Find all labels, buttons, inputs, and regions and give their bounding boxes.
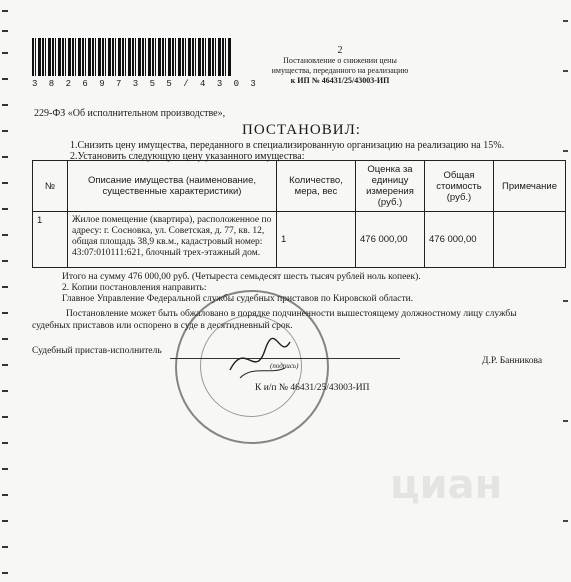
appeal-line-2: судебных приставов или оспорено в суде в десятидневный срок. <box>32 321 293 331</box>
header-block <box>250 46 430 86</box>
col-quantity: Количество, мера, вес <box>277 161 356 212</box>
col-number: № <box>33 161 68 212</box>
appeal-line-1: Постановление может быть обжаловано в порядке подчиненности вышестоящему должностному лицу службы <box>66 309 517 319</box>
footer-reference: К и/п № 46431/25/43003-ИП <box>255 383 370 393</box>
cell-quantity: 1 <box>277 212 356 268</box>
barcode-number: 3 8 2 6 9 7 3 5 5 / 4 3 0 3 <box>32 79 259 89</box>
resolution-heading: ПОСТАНОВИЛ: <box>242 122 361 138</box>
col-note: Примечание <box>494 161 566 212</box>
left-edge-marks <box>0 0 10 582</box>
barcode <box>32 38 232 76</box>
clause-2: 2.Установить следующую цену указанного имущества: <box>70 151 305 162</box>
right-edge-marks <box>560 0 570 582</box>
clause-1: 1.Снизить цену имущества, переданного в специализированную организацию на реализацию на 15%. <box>70 140 505 151</box>
header-title-line3: к ИП № 46431/25/43003-ИП <box>290 76 390 85</box>
col-unit-price: Оценка за единицу измерения (руб.) <box>356 161 425 212</box>
recipient: Главное Управление Федеральной службы судебных приставов по Кировской области. <box>62 294 414 304</box>
table-header-row <box>33 161 566 212</box>
copies-line: 2. Копии постановления направить: <box>62 283 207 293</box>
cell-unit-price: 476 000,00 <box>356 212 425 268</box>
header-title-line1: Постановление о снижении цены <box>283 56 397 65</box>
cell-number: 1 <box>33 212 68 268</box>
cell-total: 476 000,00 <box>425 212 494 268</box>
page-number: 2 <box>337 45 343 56</box>
table-row <box>33 212 566 268</box>
total-line: Итого на сумму 476 000,00 руб. (Четыреста семьдесят шесть тысяч рублей ноль копеек). <box>62 272 421 282</box>
col-description: Описание имущества (наименование, существенные характеристики) <box>68 161 277 212</box>
cell-description: Жилое помещение (квартира), расположенное по адресу: г. Сосновка, ул. Советская, д. 77, кв. 12, общая площадь 38,9 кв.м., кадастровый номер: 43:07:010111:621, блочный трех-этажный дом. <box>68 212 277 268</box>
signer-role: Судебный пристав-исполнитель <box>32 346 162 356</box>
cell-note <box>494 212 566 268</box>
signer-name: Д.Р. Банникова <box>482 356 543 366</box>
header-title-line2: имущества, переданного на реализацию <box>271 66 409 75</box>
watermark: циан <box>390 462 503 508</box>
signature-caption: (подпись) <box>270 362 299 370</box>
col-total: Общая стоимость (руб.) <box>425 161 494 212</box>
signature <box>225 330 295 390</box>
law-reference: 229-ФЗ «Об исполнительном производстве», <box>34 108 226 119</box>
property-table <box>32 160 566 268</box>
